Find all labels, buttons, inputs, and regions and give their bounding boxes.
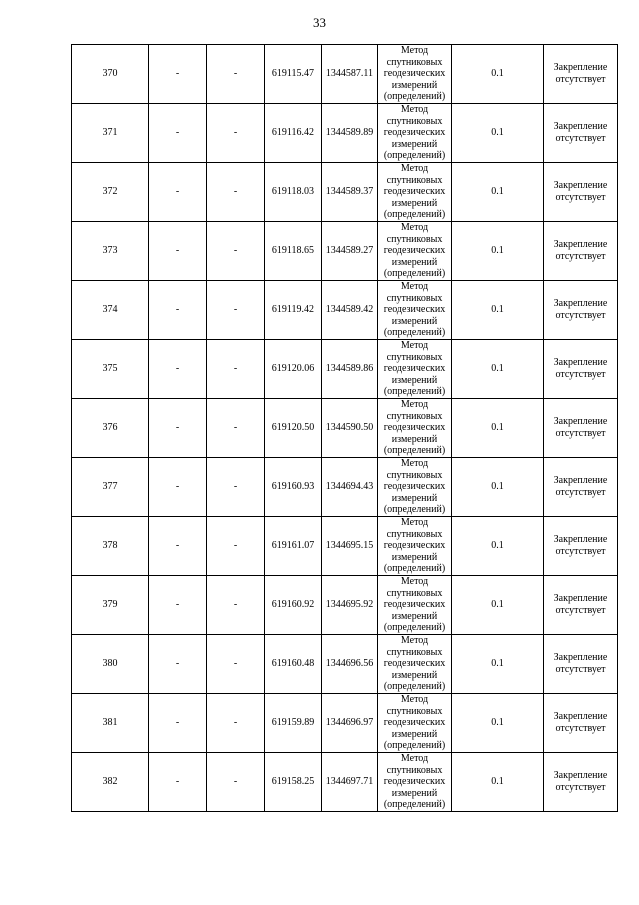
method-cell: Метод спутниковых геодезических измерений (определений) (378, 104, 452, 163)
old-x-cell: - (149, 340, 207, 399)
point-number-cell: 380 (72, 635, 149, 694)
accuracy-cell: 0.1 (452, 635, 544, 694)
old-y-cell: - (207, 340, 265, 399)
old-y-cell: - (207, 104, 265, 163)
coordinate-y-cell: 1344590.50 (322, 399, 378, 458)
fixing-cell: Закрепление отсутствует (544, 222, 618, 281)
old-x-cell: - (149, 222, 207, 281)
coordinate-x-cell: 619118.65 (265, 222, 322, 281)
fixing-cell: Закрепление отсутствует (544, 340, 618, 399)
old-y-cell: - (207, 399, 265, 458)
table-row (72, 399, 618, 458)
fixing-cell: Закрепление отсутствует (544, 576, 618, 635)
old-y-cell: - (207, 458, 265, 517)
accuracy-cell: 0.1 (452, 104, 544, 163)
old-y-cell: - (207, 753, 265, 812)
old-y-cell: - (207, 222, 265, 281)
old-y-cell: - (207, 517, 265, 576)
table-row (72, 222, 618, 281)
coordinate-y-cell: 1344694.43 (322, 458, 378, 517)
fixing-cell: Закрепление отсутствует (544, 458, 618, 517)
point-number-cell: 379 (72, 576, 149, 635)
method-cell: Метод спутниковых геодезических измерений (определений) (378, 222, 452, 281)
fixing-cell: Закрепление отсутствует (544, 694, 618, 753)
accuracy-cell: 0.1 (452, 222, 544, 281)
point-number-cell: 382 (72, 753, 149, 812)
coordinate-x-cell: 619120.50 (265, 399, 322, 458)
coordinate-x-cell: 619160.93 (265, 458, 322, 517)
fixing-cell: Закрепление отсутствует (544, 163, 618, 222)
accuracy-cell: 0.1 (452, 753, 544, 812)
old-y-cell: - (207, 635, 265, 694)
table-row (72, 104, 618, 163)
method-cell: Метод спутниковых геодезических измерений (определений) (378, 635, 452, 694)
coordinates-table (71, 44, 618, 812)
table-row (72, 517, 618, 576)
fixing-cell: Закрепление отсутствует (544, 635, 618, 694)
coordinate-x-cell: 619158.25 (265, 753, 322, 812)
accuracy-cell: 0.1 (452, 517, 544, 576)
method-cell: Метод спутниковых геодезических измерений (определений) (378, 753, 452, 812)
fixing-cell: Закрепление отсутствует (544, 104, 618, 163)
old-x-cell: - (149, 104, 207, 163)
point-number-cell: 377 (72, 458, 149, 517)
accuracy-cell: 0.1 (452, 694, 544, 753)
table-row (72, 340, 618, 399)
table-row (72, 635, 618, 694)
old-x-cell: - (149, 576, 207, 635)
point-number-cell: 378 (72, 517, 149, 576)
coordinate-x-cell: 619160.48 (265, 635, 322, 694)
coordinate-y-cell: 1344589.86 (322, 340, 378, 399)
coordinate-y-cell: 1344589.42 (322, 281, 378, 340)
coordinate-x-cell: 619116.42 (265, 104, 322, 163)
point-number-cell: 375 (72, 340, 149, 399)
table-row (72, 458, 618, 517)
old-x-cell: - (149, 517, 207, 576)
fixing-cell: Закрепление отсутствует (544, 281, 618, 340)
old-y-cell: - (207, 163, 265, 222)
page-number: 33 (313, 15, 326, 30)
coordinate-x-cell: 619118.03 (265, 163, 322, 222)
coordinate-y-cell: 1344589.89 (322, 104, 378, 163)
accuracy-cell: 0.1 (452, 458, 544, 517)
point-number-cell: 373 (72, 222, 149, 281)
point-number-cell: 372 (72, 163, 149, 222)
accuracy-cell: 0.1 (452, 45, 544, 104)
old-x-cell: - (149, 635, 207, 694)
method-cell: Метод спутниковых геодезических измерений (определений) (378, 458, 452, 517)
table-row (72, 576, 618, 635)
coordinate-x-cell: 619159.89 (265, 694, 322, 753)
method-cell: Метод спутниковых геодезических измерений (определений) (378, 340, 452, 399)
coordinate-x-cell: 619119.42 (265, 281, 322, 340)
point-number-cell: 371 (72, 104, 149, 163)
old-x-cell: - (149, 694, 207, 753)
point-number-cell: 374 (72, 281, 149, 340)
point-number-cell: 370 (72, 45, 149, 104)
method-cell: Метод спутниковых геодезических измерений (определений) (378, 517, 452, 576)
method-cell: Метод спутниковых геодезических измерений (определений) (378, 399, 452, 458)
old-y-cell: - (207, 281, 265, 340)
table-row (72, 281, 618, 340)
old-x-cell: - (149, 45, 207, 104)
coordinate-y-cell: 1344695.15 (322, 517, 378, 576)
coordinate-y-cell: 1344589.27 (322, 222, 378, 281)
table-row (72, 753, 618, 812)
accuracy-cell: 0.1 (452, 399, 544, 458)
table-body (72, 45, 618, 812)
method-cell: Метод спутниковых геодезических измерений (определений) (378, 694, 452, 753)
coordinate-y-cell: 1344589.37 (322, 163, 378, 222)
coordinate-x-cell: 619160.92 (265, 576, 322, 635)
fixing-cell: Закрепление отсутствует (544, 399, 618, 458)
old-x-cell: - (149, 399, 207, 458)
accuracy-cell: 0.1 (452, 576, 544, 635)
accuracy-cell: 0.1 (452, 163, 544, 222)
table-row (72, 45, 618, 104)
method-cell: Метод спутниковых геодезических измерений (определений) (378, 576, 452, 635)
coordinate-y-cell: 1344695.92 (322, 576, 378, 635)
accuracy-cell: 0.1 (452, 340, 544, 399)
fixing-cell: Закрепление отсутствует (544, 45, 618, 104)
method-cell: Метод спутниковых геодезических измерений (определений) (378, 281, 452, 340)
coordinate-x-cell: 619161.07 (265, 517, 322, 576)
point-number-cell: 381 (72, 694, 149, 753)
method-cell: Метод спутниковых геодезических измерений (определений) (378, 45, 452, 104)
fixing-cell: Закрепление отсутствует (544, 753, 618, 812)
point-number-cell: 376 (72, 399, 149, 458)
method-cell: Метод спутниковых геодезических измерений (определений) (378, 163, 452, 222)
accuracy-cell: 0.1 (452, 281, 544, 340)
coordinate-y-cell: 1344696.97 (322, 694, 378, 753)
old-x-cell: - (149, 163, 207, 222)
old-y-cell: - (207, 45, 265, 104)
table-row (72, 163, 618, 222)
coordinate-x-cell: 619115.47 (265, 45, 322, 104)
old-y-cell: - (207, 576, 265, 635)
coordinate-y-cell: 1344587.11 (322, 45, 378, 104)
table-row (72, 694, 618, 753)
old-x-cell: - (149, 458, 207, 517)
coordinate-x-cell: 619120.06 (265, 340, 322, 399)
coordinate-y-cell: 1344696.56 (322, 635, 378, 694)
fixing-cell: Закрепление отсутствует (544, 517, 618, 576)
coordinate-y-cell: 1344697.71 (322, 753, 378, 812)
old-x-cell: - (149, 281, 207, 340)
old-x-cell: - (149, 753, 207, 812)
old-y-cell: - (207, 694, 265, 753)
